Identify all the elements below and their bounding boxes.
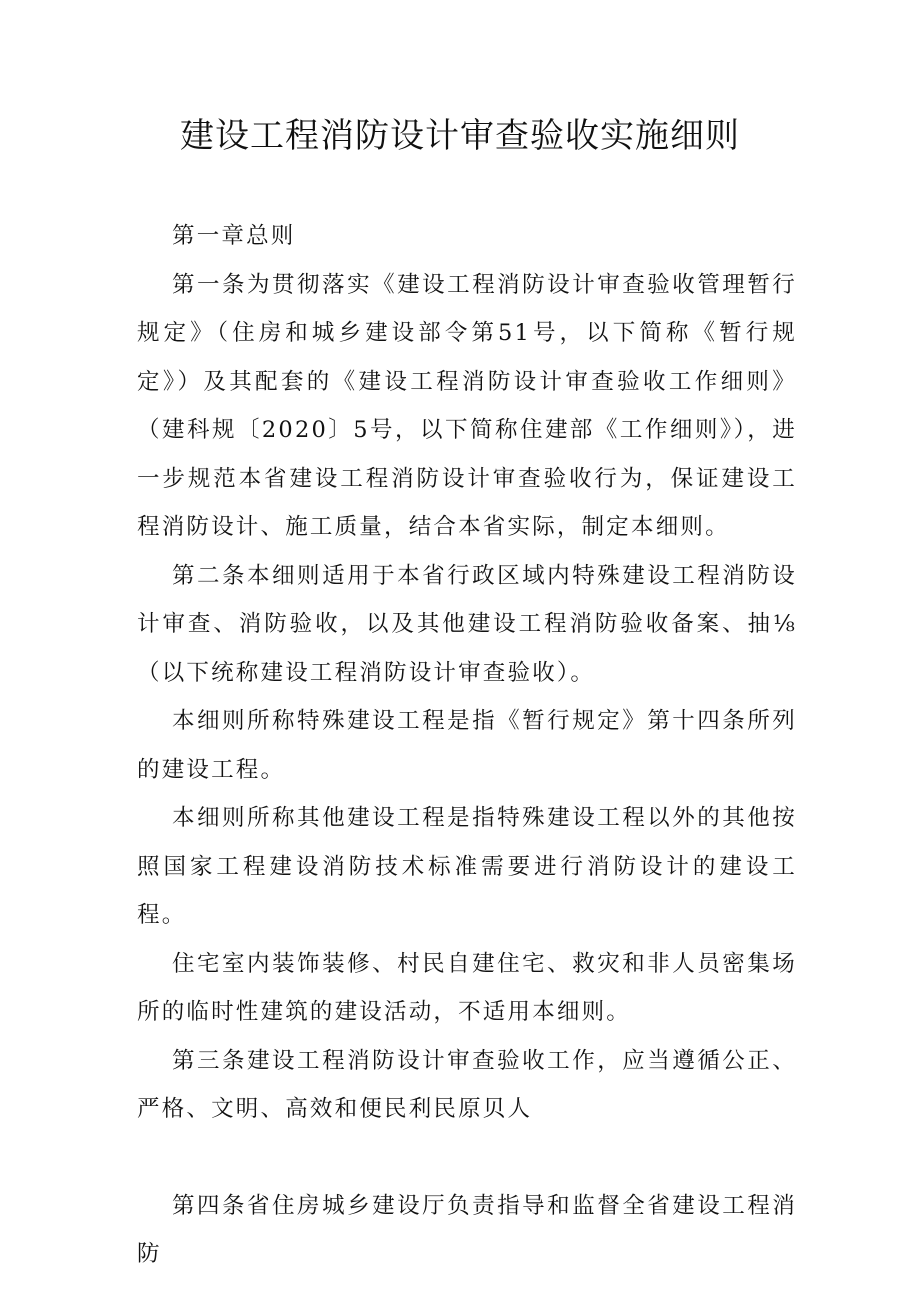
paragraph-gap [137, 1134, 797, 1182]
document-title: 建设工程消防设计审查验收实施细则 [180, 116, 740, 156]
paragraph-exclusions: 住宅室内装饰装修、村民自建住宅、救灾和非人员密集场所的临时性建筑的建设活动，不适用本细则。 [137, 950, 797, 1025]
paragraph-article-4: 第四条省住房城乡建设厅负责指导和监督全省建设工程消防 [137, 1192, 797, 1267]
chapter-heading: 第一章总则 [172, 223, 296, 249]
paragraph-special-projects: 本细则所称特殊建设工程是指《暂行规定》第十四条所列的建设工程。 [137, 708, 797, 783]
document-body [137, 212, 797, 1279]
paragraph-other-projects: 本细则所称其他建设工程是指特殊建设工程以外的其他按照国家工程建设消防技术标准需要进行消防设计的建设工程。 [137, 805, 797, 928]
paragraph-article-1: 第一条为贯彻落实《建设工程消防设计审查验收管理暂行规定》（住房和城乡建设部令第51号，以下简称《暂行规定》）及其配套的《建设工程消防设计审查验收工作细则》（建科规〔2020〕5号，以下简称住建部《工作细则》），进一步规范本省建设工程消防设计审查验收行为，保证建设工程消防设计、施工质量，结合本省实际，制定本细则。 [137, 271, 797, 540]
paragraph-article-3: 第三条建设工程消防设计审查验收工作，应当遵循公正、严格、文明、高效和便民利民原贝人 [137, 1047, 797, 1122]
paragraph-article-2: 第二条本细则适用于本省行政区域内特殊建设工程消防设计审查、消防验收，以及其他建设工程消防验收备案、抽⅛（以下统称建设工程消防设计审查验收）。 [137, 562, 797, 686]
